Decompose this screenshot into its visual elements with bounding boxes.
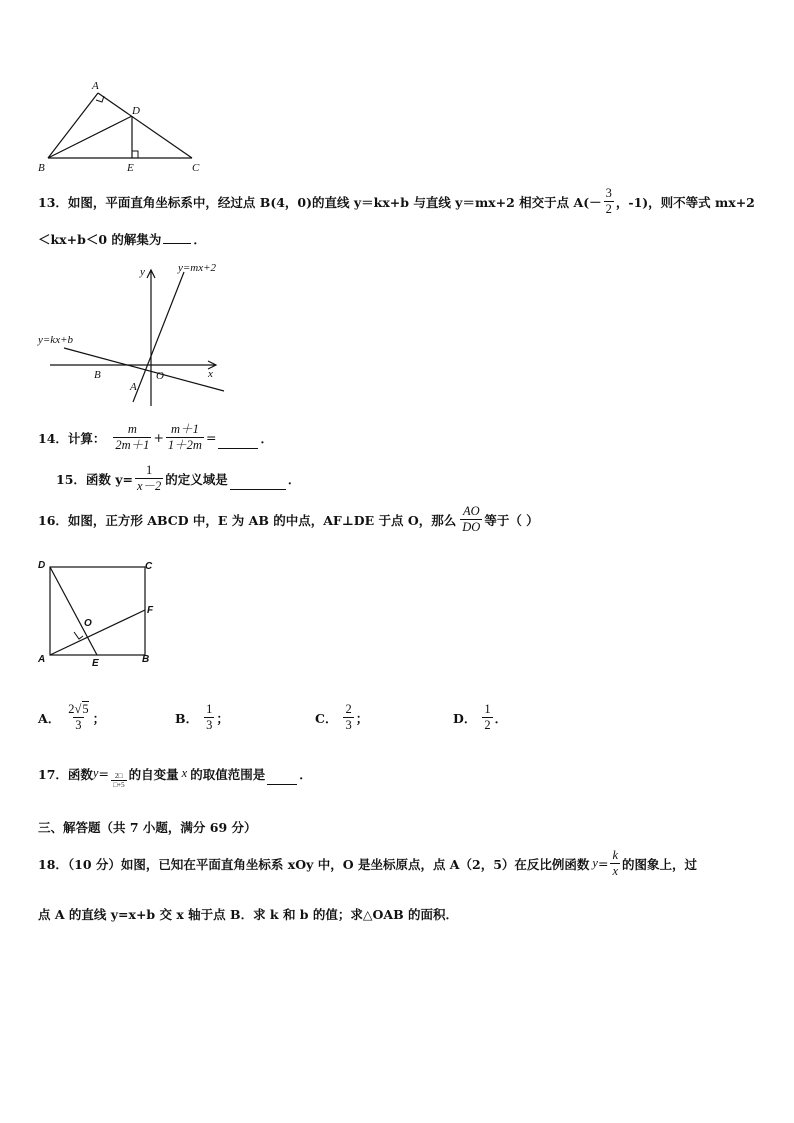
coordinate-figure <box>36 258 236 410</box>
option-d-letter: D． <box>453 710 477 726</box>
q17-frac-num: 2□ <box>114 772 123 780</box>
q14-f1-num: m <box>127 422 137 436</box>
q14-equals: = <box>205 430 217 445</box>
square-figure <box>34 558 164 670</box>
label-origin: O <box>156 370 164 382</box>
option-d-den: 2 <box>484 718 491 732</box>
q14-f2-den: 1＋2m <box>167 438 202 452</box>
q13-frac-den: 2 <box>605 202 612 216</box>
q17-prefix: 17．函数 <box>38 766 93 782</box>
q16-frac-num: AO <box>462 504 480 518</box>
q18-line1 <box>38 848 697 879</box>
option-a-num <box>66 702 90 717</box>
label-d: D <box>132 105 140 117</box>
q13-fraction <box>604 186 614 217</box>
q15-end: ． <box>287 471 301 487</box>
q15 <box>56 463 300 494</box>
q16-end: 等于（ ） <box>484 512 539 528</box>
triangle-figure <box>34 78 209 178</box>
q17-frac-den: □+5 <box>112 781 125 789</box>
q14 <box>38 422 273 453</box>
q17-var-x: x <box>181 766 188 780</box>
q13-line2-text: ＜kx+b＜0 的解集为 <box>38 232 162 247</box>
q14-fraction-1 <box>113 422 151 453</box>
option-a[interactable] <box>38 702 105 733</box>
q15-text: 的定义域是 <box>165 471 228 487</box>
option-c-sep: ； <box>355 710 369 726</box>
q18-eq: = <box>597 856 609 871</box>
option-b-num: 1 <box>206 702 213 716</box>
q13-line2 <box>38 230 206 248</box>
q18-frac-den: x <box>612 864 618 878</box>
q15-prefix: 15．函数 y= <box>56 471 133 487</box>
label-d: D <box>38 560 46 571</box>
option-a-den: 3 <box>75 718 82 732</box>
option-b-sep: ； <box>216 710 229 726</box>
label-c: C <box>145 561 153 572</box>
option-d-fraction <box>482 702 492 733</box>
label-a: A <box>38 654 46 665</box>
q18-fraction <box>610 848 620 879</box>
q18-var-y: y <box>592 856 598 870</box>
label-b: B <box>142 654 150 665</box>
option-a-fraction <box>66 702 90 733</box>
label-line-mx: y=mx+2 <box>178 262 217 274</box>
q15-fraction <box>135 463 163 494</box>
label-point-a: A <box>130 381 137 393</box>
option-b-den: 3 <box>206 718 213 732</box>
answer-blank[interactable] <box>230 488 286 490</box>
label-a: A <box>92 80 99 92</box>
option-c-den: 3 <box>345 718 352 732</box>
label-x-axis: x <box>208 368 213 380</box>
answer-blank[interactable] <box>163 242 191 244</box>
option-a-coef: 2 <box>68 702 75 716</box>
section-heading <box>38 818 257 836</box>
label-f: F <box>147 605 154 616</box>
label-e: E <box>127 162 134 174</box>
option-b-fraction <box>204 702 214 733</box>
q14-end: ． <box>260 430 273 446</box>
q17-var-y: y <box>92 766 99 780</box>
q18-line2-text: 点 A 的直线 y=x+b 交 x 轴于点 B．求 k 和 b 的值；求△OAB 的面积． <box>38 907 459 922</box>
q13-line1-pre: 13．如图，平面直角坐标系中，经过点 B(4，0)的直线 y＝kx+b 与直线 y＝mx+2 相交于点 A(－ <box>38 194 602 210</box>
radical-sign: √ <box>74 702 82 716</box>
label-c: C <box>192 162 200 174</box>
q13-frac-num: 3 <box>605 186 612 200</box>
q18-line1-pre: 18．（10 分）如图，已知在平面直角坐标系 xOy 中，O 是坐标原点，点 A（2，5）在反比例函数 <box>38 856 590 872</box>
label-y-axis: y <box>140 266 145 278</box>
q16-frac-den: DO <box>462 520 481 534</box>
q16-text: 16．如图，正方形 ABCD 中，E 为 AB 的中点，AF⊥DE 于点 O，那么 <box>38 512 457 528</box>
q17-end: ． <box>299 766 312 782</box>
option-a-sep: ； <box>92 710 106 726</box>
q15-frac-den: x－2 <box>136 479 162 493</box>
q14-f2-num: m＋1 <box>171 422 199 436</box>
q14-fraction-2 <box>166 422 204 453</box>
q14-plus: + <box>153 430 164 445</box>
option-d[interactable] <box>453 702 507 733</box>
label-line-kx: y=kx+b <box>38 334 73 346</box>
q18-line1-post: 的图象上，过 <box>622 856 698 872</box>
label-b: B <box>38 162 45 174</box>
label-e: E <box>92 658 99 669</box>
q13-line2-end: ． <box>193 232 206 247</box>
option-d-num: 1 <box>484 702 491 716</box>
q14-f1-den: 2m＋1 <box>115 438 150 452</box>
q17-text2: 的取值范围是 <box>190 766 266 782</box>
option-b[interactable] <box>175 702 229 733</box>
section-title: 三、解答题（共 7 小题，满分 69 分） <box>38 820 257 835</box>
option-c-fraction <box>343 702 353 733</box>
option-c-num: 2 <box>345 702 352 716</box>
answer-blank[interactable] <box>267 783 297 785</box>
option-d-sep: ． <box>494 710 508 726</box>
label-o: O <box>84 618 92 629</box>
label-point-b: B <box>94 369 101 381</box>
q17-text1: 的自变量 <box>128 766 179 782</box>
q17-eq: = <box>98 766 109 781</box>
q16 <box>38 504 539 535</box>
q14-prefix: 14．计算： <box>38 430 106 446</box>
q13-line1-post: ，-1)，则不等式 mx+2 <box>615 194 755 210</box>
q18-frac-num: k <box>612 848 618 862</box>
q16-fraction <box>460 504 482 535</box>
q18-line2 <box>38 905 458 923</box>
option-c-letter: C． <box>315 710 338 726</box>
option-c[interactable] <box>315 702 368 733</box>
q15-frac-num: 1 <box>146 463 153 477</box>
option-a-radicand: 5 <box>82 702 89 716</box>
q13-line1 <box>38 186 755 217</box>
q17-fraction <box>111 772 127 789</box>
option-a-letter: A． <box>38 710 61 726</box>
option-b-letter: B． <box>175 710 199 726</box>
answer-blank[interactable] <box>218 447 258 449</box>
q17 <box>38 758 312 789</box>
